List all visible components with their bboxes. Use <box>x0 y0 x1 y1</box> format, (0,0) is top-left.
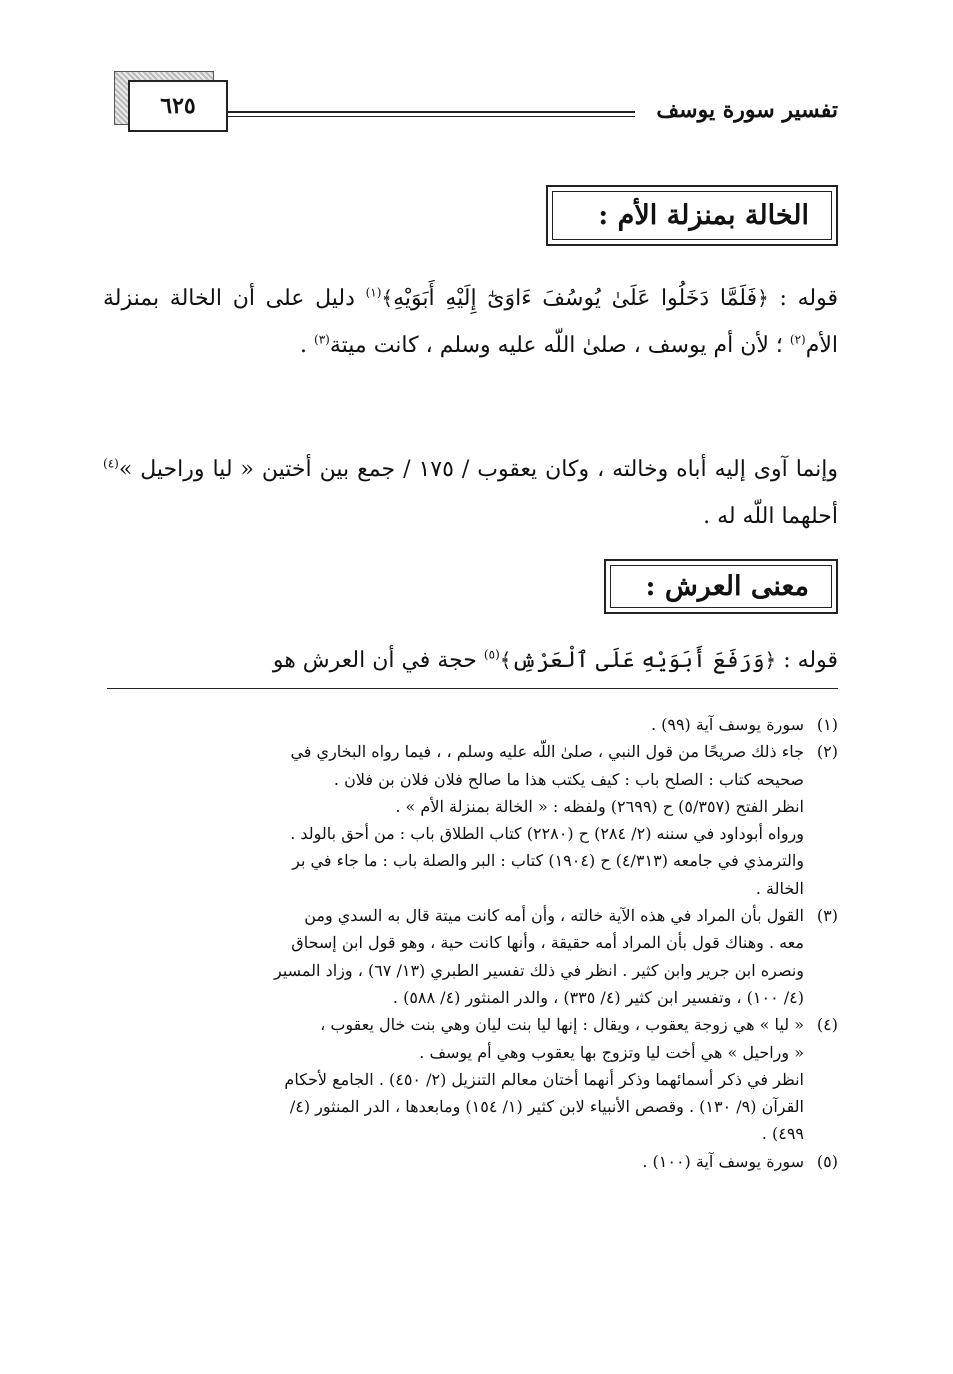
quran-close-bracket: ﴾ <box>499 648 512 672</box>
footnote-line: القول بأن المراد في هذه الآية خالته ، وأن أمه كانت ميتة قال به السدي ومن <box>304 906 804 926</box>
footnote-line: ورواه أبوداود في سننه (٢/ ٢٨٤) ح (٢٢٨٠) كتاب الطلاق باب : من أحق بالولد . <box>290 824 804 844</box>
paragraph <box>103 275 838 369</box>
quran-verse: فَلَمَّا دَخَلُوا عَلَىٰ يُوسُفَ ءَاوَىٰٓ إِلَيْهِ أَبَوَيْهِ <box>393 286 758 311</box>
footnote <box>107 1148 838 1175</box>
footnote-line: الخالة . <box>755 878 804 898</box>
quran-open-bracket: ﴿ <box>757 286 769 310</box>
footnote-line: القرآن (٩/ ١٣٠) . وقصص الأنبياء لابن كثير (١/ ١٥٤) ومابعدها ، الدر المنثور (٤/ <box>289 1097 804 1117</box>
paragraph-text: أحلهما اللّه له . <box>703 504 838 529</box>
footnotes <box>107 711 838 1175</box>
lead-word: قوله : <box>779 286 838 311</box>
quran-close-bracket: ﴾ <box>381 286 394 310</box>
footnote-line: « وراحيل » هي أخت ليا وتزوج بها يعقوب وهي أم يوسف . <box>419 1042 804 1062</box>
quran-verse: وَرَفَعَ أَبَوَيْهِ عَلَى ٱلْعَرْشِ <box>511 648 765 673</box>
footnote-ref: (٥) <box>483 647 500 662</box>
footnote <box>107 738 838 902</box>
footnote <box>107 902 838 1011</box>
footnote-line: سورة يوسف آية (١٠٠) . <box>642 1151 804 1171</box>
paragraph <box>103 637 838 684</box>
footnote-line: انظر في ذكر أسمائهما وذكر أنهما أختان معالم التنزيل (٢/ ٤٥٠) . الجامع لأحكام <box>284 1069 804 1089</box>
running-title: تفسير سورة يوسف <box>656 97 838 123</box>
footnote <box>107 711 838 738</box>
lead-word: قوله : <box>783 648 838 673</box>
footnote <box>107 1011 838 1066</box>
footnote-line: ٤٩٩) . <box>761 1124 804 1144</box>
footnote-line: صحيحه كتاب : الصلح باب : كيف يكتب هذا ما صالح فلان فلان بن فلان . <box>333 769 804 789</box>
quran-open-bracket: ﴿ <box>764 648 777 672</box>
footnote-line: « ليا » هي زوجة يعقوب ، ويقال : إنها ليا بنت ليان وهي بنت خال يعقوب ، <box>320 1015 804 1035</box>
footnote-line: والترمذي في جامعه (٤/٣١٣) ح (١٩٠٤) كتاب : البر والصلة باب : ما جاء في بر <box>292 851 804 871</box>
footnote-number: (١) <box>816 715 838 734</box>
footnote-line: سورة يوسف آية (٩٩) . <box>650 715 804 734</box>
footnote-separator <box>107 688 838 689</box>
footnote-ref: (٢) <box>789 332 806 347</box>
footnote-line: معه . وهناك قول بأن المراد أمه حقيقة ، وأنها كانت حية ، وهو قول ابن إسحاق <box>291 933 804 953</box>
paragraph-text: . <box>300 333 308 358</box>
paragraph-text: دليل على أن الخالة بمنزلة الأم <box>103 286 838 358</box>
footnote-number: (٢) <box>816 742 838 762</box>
footnote-line: ونصره ابن جرير وابن كثير . انظر في ذلك تفسير الطبري (١٣/ ٦٧) ، وزاد المسير <box>274 960 804 980</box>
page-number: ٦٢٥ <box>128 80 228 132</box>
footnote-ref: (٤) <box>103 456 119 471</box>
footnote-line: (٤/ ١٠٠) ، وتفسير ابن كثير (٤/ ٣٣٥) ، والدر المنثور (٤/ ٥٨٨) . <box>392 987 804 1007</box>
footnote-number: (٤) <box>816 1015 838 1035</box>
header-rule <box>228 111 635 117</box>
section-heading: الخالة بمنزلة الأم : <box>552 191 832 240</box>
paragraph-text: وإنما آوى إليه أباه وخالته ، وكان يعقوب / ١٧٥ / جمع بين أختين « ليا وراحيل » <box>118 457 838 482</box>
footnote-ref: (٣) <box>314 332 330 347</box>
footnote-line: انظر الفتح (٥/٣٥٧) ح (٢٦٩٩) ولفظه : « الخالة بمنزلة الأم » . <box>395 796 804 816</box>
section-heading-box <box>604 559 838 614</box>
footnote-ref: (١) <box>365 285 382 300</box>
paragraph <box>103 446 838 540</box>
footnote-number: (٥) <box>816 1151 838 1171</box>
section-heading: معنى العرش : <box>610 565 832 608</box>
paragraph-text: حجة في أن العرش هو <box>272 648 477 673</box>
footnote-number: (٣) <box>816 906 838 926</box>
section-heading-box <box>546 185 838 246</box>
paragraph-text: ؛ لأن أم يوسف ، صلىٰ اللّه عليه وسلم ، كانت ميتة <box>329 333 783 358</box>
footnote-line: جاء ذلك صريحًا من قول النبي ، صلىٰ اللّه عليه وسلم ، ، فيما رواه البخاري في <box>290 742 804 762</box>
